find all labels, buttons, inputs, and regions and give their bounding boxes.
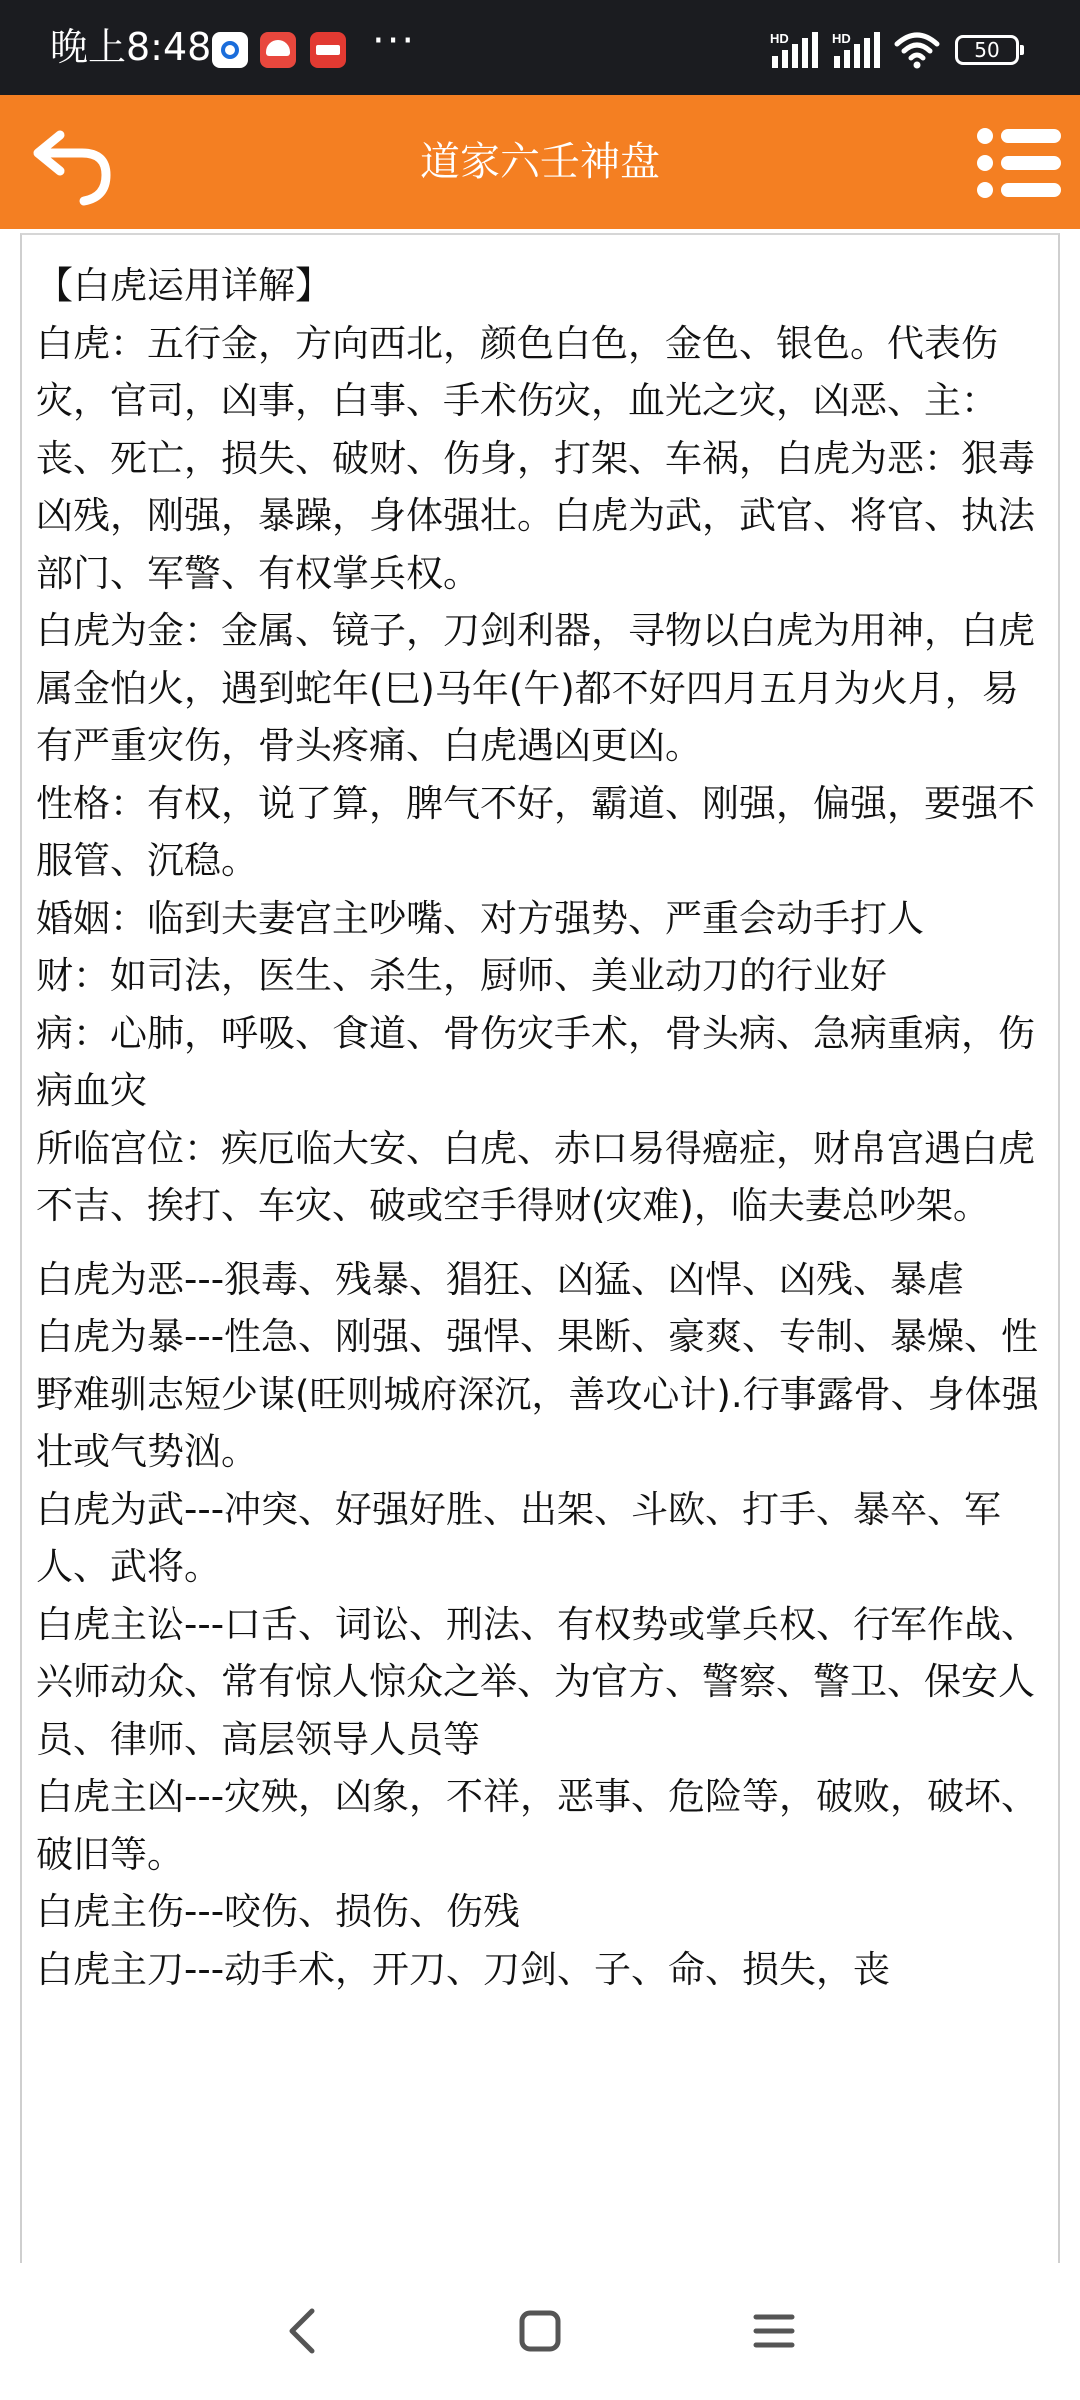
notification-app-icon <box>310 32 346 68</box>
paragraph: 白虎为武---冲突、好强好胜、出架、斗欧、打手、暴卒、军人、武将。 <box>36 1487 1002 1588</box>
paragraph: 白虎：五行金，方向西北，颜色白色，金色、银色。代表伤灾，官司，凶事，白事、手术伤灾，血光之灾，凶恶、主：丧、死亡，损失、破财、伤身，打架、车祸，白虎为恶：狠毒凶残，刚强，暴躁，身体强壮。白虎为武，武官、将官、执法部门、军警、有权掌兵权。 <box>36 321 1035 595</box>
page-title: 道家六壬神盘 <box>420 139 660 185</box>
status-time: 晚上8:48 <box>50 25 212 69</box>
paragraph: 白虎主刀---动手术，开刀、刀剑、子、命、损失，丧 <box>36 1947 891 1991</box>
status-bar <box>0 0 1080 95</box>
more-notifications-icon: ··· <box>372 18 417 64</box>
app-bar <box>0 95 1080 229</box>
paragraph: 白虎为恶---狠毒、残暴、猖狂、凶猛、凶悍、凶残、暴虐 <box>36 1257 965 1301</box>
paragraph: 财：如司法，医生、杀生，厨师、美业动刀的行业好 <box>36 954 887 997</box>
system-nav-bar <box>0 2263 1080 2400</box>
notification-app-icon <box>260 32 296 68</box>
paragraph: 白虎主讼---口舌、词讼、刑法、有权势或掌兵权、行军作战、兴师动众、常有惊人惊众之举、为官方、警察、警卫、保安人员、律师、高层领导人员等 <box>36 1602 1039 1761</box>
svg-text:HD: HD <box>832 31 851 46</box>
svg-text:HD: HD <box>770 31 789 46</box>
paragraph: 白虎主伤---咬伤、损伤、伤残 <box>36 1890 521 1933</box>
article-heading: 【白虎运用详解】 <box>36 264 332 307</box>
paragraph: 所临宫位：疾厄临大安、白虎、赤口易得癌症，财帛宫遇白虎不吉、挨打、车灾、破或空手得财(灾难)，临夫妻总吵架。 <box>36 1126 1035 1227</box>
paragraph: 病：心肺，呼吸、食道、骨伤灾手术，骨头病、急病重病，伤病血灾 <box>36 1011 1035 1112</box>
battery-icon: 50 <box>955 35 1019 65</box>
paragraph-gap <box>36 1235 1046 1251</box>
paragraph: 性格：有权，说了算，脾气不好，霸道、刚强，偏强，要强不服管、沉稳。 <box>36 781 1035 882</box>
nav-back-icon[interactable] <box>272 2299 336 2363</box>
wifi-icon <box>893 30 941 70</box>
nav-home-icon[interactable] <box>508 2299 572 2363</box>
paragraph: 白虎主凶---灾殃，凶象，不祥，恶事、危险等，破败，破坏、破旧等。 <box>36 1775 1039 1876</box>
paragraph: 白虎为暴---性急、刚强、强悍、果断、豪爽、专制、暴燥、性野难驯志短少谋(旺则城府深沉，善攻心计).行事露骨、身体强壮或气势汹。 <box>36 1315 1039 1473</box>
signal-icon <box>832 30 888 70</box>
signal-icon <box>770 30 826 70</box>
back-arrow-icon[interactable] <box>30 117 120 207</box>
paragraph: 婚姻：临到夫妻宫主吵嘴、对方强势、严重会动手打人 <box>36 896 924 940</box>
nav-recents-icon[interactable] <box>742 2299 806 2363</box>
content-area[interactable] <box>20 233 1060 2263</box>
paragraph: 白虎为金：金属、镜子，刀剑利器，寻物以白虎为用神，白虎属金怕火，遇到蛇年(巳)马年(午)都不好四月五月为火月，易有严重灾伤，骨头疼痛、白虎遇凶更凶。 <box>36 609 1035 767</box>
list-menu-icon[interactable] <box>975 123 1065 203</box>
article-body <box>22 235 1058 1998</box>
notification-app-icon <box>212 32 248 68</box>
